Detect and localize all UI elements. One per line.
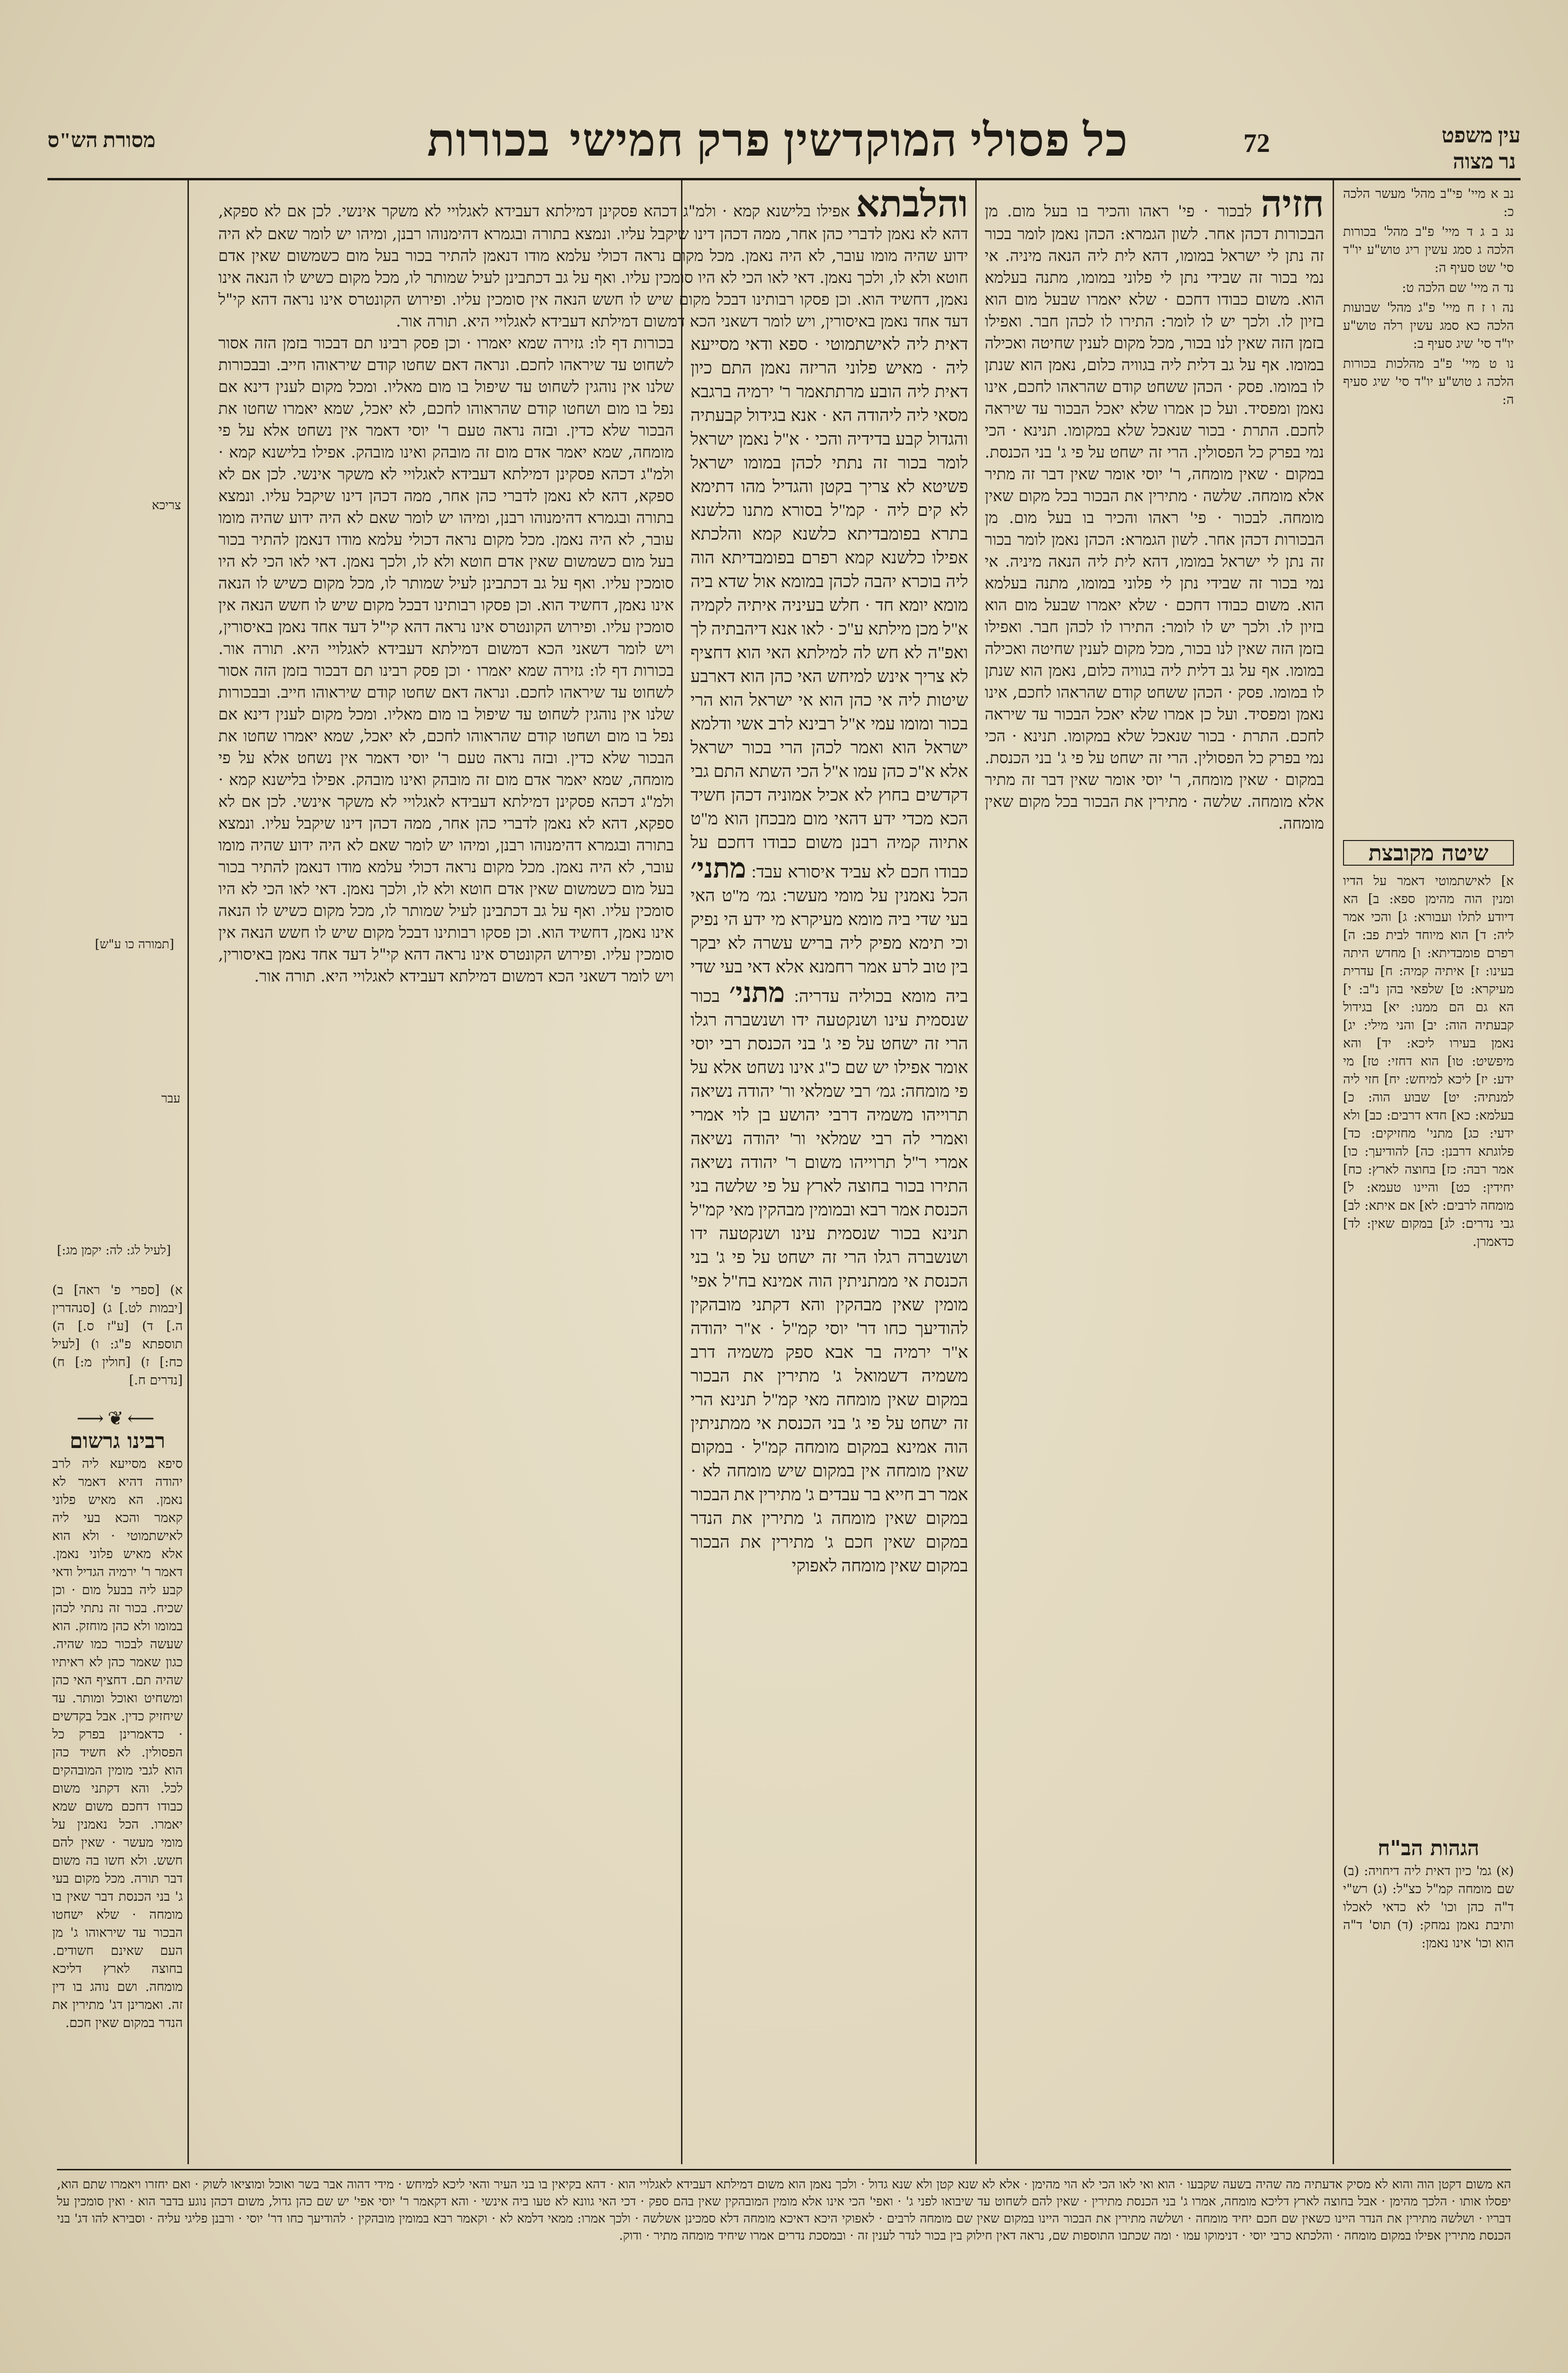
shita-mekubetzet-column [1343, 835, 1514, 1808]
masoret-tag: [תמורה כו ע"ש] [95, 937, 174, 952]
page-number: 72 [1243, 129, 1270, 158]
masoret-hashas-label: מסורת הש"ס [47, 129, 156, 152]
tractate-name: בכורות [427, 115, 551, 166]
hagahot-title: הגהות הב"ח [1377, 1836, 1480, 1860]
rabbeinu-title: רבינו גרשום [69, 1429, 166, 1453]
ein-mishpat-entry: נד ה מיי' שם הלכה ט: [1401, 280, 1514, 295]
divider-rashi-ein-mishpat [1333, 180, 1334, 2164]
gemara-column [691, 332, 968, 2164]
ein-mishpat-entry: נג ב ג ד מיי' פ"ב מהל' בכורות הלכה ג סמג עשין ריג טוש"ע יו"ד סי' שט סעיף ה: [1343, 224, 1514, 275]
ein-mishpat-label: עין משפט [1441, 124, 1521, 147]
mishnah-text: הכל נאמנין על מומי מעשר: גמ׳ מ"ט האי בעי שדי ביה מומא מעיקרא מי ידע הי נפיק וכי תימא מפיק ליה בריש עשרה לא יבקר בין טוב לרע אמר רחמנא אלא דאי בעי שדי ביה מומא בכוליה עדריה: [691, 886, 968, 1006]
rashi-text: לבכור · פי' ראהו והכיר בו בעל מום. מן הבכורות דכהן אחר. לשון הגמרא: הכהן נאמן לומר בכור זה נתן לי ישראל במומו, דהא לית ליה הנאה מיניה. אי נמי בכור זה שבידי נתן לי פלוני במומו, מתנה בעלמא הוא. משום כבודו דחכם · שלא יאמרו שבעל מום הוא בזיון לו. ולכך יש לו לומר: התירו לו לכהן חבר. ואפילו בזמן הזה שאין לנו בכור, מכל מקום לענין שחיטה ואכילה במומו. אף על גב דלית ליה בגוויה כלום, נאמן הוא שנתן לו במומו. פסק · הכהן ששחט קודם שהראהו לחכם, אינו נאמן ומפסיד. ועל כן אמרו שלא יאכל הבכור עד שיראה לחכם. התרת · בכור שנאכל שלא במקומו. תנינא · הכי נמי בפרק כל הפסולין. הרי זה ישחט על פי ג' בני הכנסת. במקום · שאין מומחה, ר' יוסי אומר שאין דבר זה מתיר אלא מומחה. שלשה · מתירין את הבכור בכל מקום שאין מומחה. [985, 202, 1324, 527]
bottom-notes-text: הא משום דקטן הוה והוא לא מסיק אדעתיה מה שהיה בשעה שקבעו · הוא ואי לאו הכי לא הוי מהימן · אלא לא שנא קטן ולא שנא גדול · ולכך נאמן הוא משום דמילתא דעבידא לאגלויי הוא · דהא בקיאין בו בני העיר והאי ליכא למיחש · מידי דהוה אבר בשר ואוכל ומוציאו לשוק · ואם יחזרו ויאמרו שתם הוא, יפסלו אותו · הלכך מהימן · אבל בחוצה לארץ דליכא מומחה, אמרו ג' בני הכנסת מתירין · שאין להם לשחוט עד שיבואו לפני ג' · ואפי' הכי אינו אלא מומין המובהקין שאין בהם ספק · דכי האי גוונא לא טעו ביה אינשי · והא דקאמר ר' יוסי אפי' יש שם כהן גדול, משום דכהן נוגע בדבר הוא · ואין סומכין על דבריו · ושלשה מתירין את הנדר היינו כשאין שם חכם יחיד מומחה · ושלשה מתירין את הבכור היינו במקום שאין שם מומחה לרבים · לאפוקי היכא דאיכא מומחה דלא סמכינן אשלשה · ולכך אמרו: ממאי דלמא לא · וקאמר רבא במומין מובהקין · להודיעך כחו דר' יוסי · ורבנן פליגי עליה · וסבירא להו דג' בני הכנסת מתירין אפילו במקום מומחה · והלכתא כרבי יוסי · דנימוקו עמו · ומה שכתבו התוספות שם, נראה דאין חילוק בין בכור לנדר לענין זה · ובמסכת נדרים אמרו שיחיד מומחה מתיר · ודוק. [57, 2177, 1511, 2243]
tosafot-column [218, 332, 674, 2164]
ein-mishpat-column [1343, 185, 1514, 683]
masoret-entry: א) [ספרי פ' ראה] ב) [יבמות לט.] ג) [סנהדרין ה.] ד) [ע"ז ס.] ה) תוספתא פ"ג: ו) [לעיל כח:] ז) [חולין מ:] ח) [נדרים ח.] [52, 1283, 183, 1388]
ornament-divider: ⟵❦⟶ [76, 1408, 159, 1429]
tosafot-text-continued: בכורות דף לו: גזירה שמא יאמרו · וכן פסק רבינו תם דבכור בזמן הזה אסור לשחוט עד שיראהו לחכם. ונראה דאם שחטו קודם שיראוהו חייב. ובבכורות שלנו אין נוהגין לשחוט עד שיפול בו מום מאליו. ומכל מקום לענין דינא אם נפל בו מום ושחטו קודם שהראוהו לחכם, לא יאכל, שמא יאמרו שחטו את הבכור שלא כדין. ובזה נראה טעם ר' יוסי דאמר אין נשחט אלא על פי מומחה, שמא יאמר אדם מום זה מובהק ואינו מובהק. [218, 661, 674, 789]
tosafot-text-continued: אפילו בלישנא קמא · ולמ"ג דכהא פסקינן דמילתא דעבידא לאגלויי לא משקר אינשי. לכן אם לא ספקא, דהא לא נאמן לדברי כהן אחר, ממה דכהן דינו שיקבל עליו. ונמצא בתורה ובגמרא דהימנוהו רבנן, ומיהו יש לומר שאם לא היה ידוע שהיה מומו עובר, לא היה נאמן. מכל מקום נראה דכולי עלמא מודו דנאמן להתיר בכור בעל מום כשמשום שאין אדם חוטא ולא לו, ולכך נאמן. דאי לאו הכי לא היו סומכין עליו. ואף על גב דכתבינן לעיל שמותר לו, מכל מקום כשיש לו הנאה אינו נאמן, דחשיד הוא. וכן פסקו רבותינו דבכל מקום שיש לו חשש הנאה אין סומכין עליו. ופירוש הקונטרס אינו נראה דהא קי"ל דעד אחד נאמן באיסורין, ויש לומר דשאני הכא דמשום דמילתא דעבידא לאגלויי היא. תורה אור. [218, 443, 674, 658]
header-rule [47, 178, 1521, 180]
shita-title: שיטה מקובצת [1343, 840, 1514, 866]
tosafot-text-continued: אפילו בלישנא קמא · ולמ"ג דכהא פסקינן דמילתא דעבידא לאגלויי לא משקר אינשי. לכן אם לא ספקא, דהא לא נאמן לדברי כהן אחר, ממה דכהן דינו שיקבל עליו. ונמצא בתורה ובגמרא דהימנוהו רבנן, ומיהו יש לומר שאם לא היה ידוע שהיה מומו עובר, לא היה נאמן. מכל מקום נראה דכולי עלמא מודו דנאמן להתיר בכור בעל מום כשמשום שאין אדם חוטא ולא לו, ולכך נאמן. דאי לאו הכי לא היו סומכין עליו. ואף על גב דכתבינן לעיל שמותר לו, מכל מקום כשיש לו הנאה אינו נאמן, דחשיד הוא. וכן פסקו רבותינו דבכל מקום שיש לו חשש הנאה אין סומכין עליו. ופירוש הקונטרס אינו נראה דהא קי"ל דעד אחד נאמן באיסורין, ויש לומר דשאני הכא דמשום דמילתא דעבידא לאגלויי היא. תורה אור. [218, 770, 674, 985]
mishnah-marker: מתני׳ [691, 853, 747, 884]
tosafot-top-block [218, 182, 968, 330]
tosafot-lead-word: והלבתא [856, 182, 968, 225]
gemara-text: דאית ליה לאישתמוטי · ספא ודאי מסייעא ליה · מאיש פלוני הריזה נאמן התם כיון דאית ליה הובע מרתתאמר ר' ירמיה ברגבא מסאי ליה ליהודה הא · אנא בגידול קבעתיה והגדול קבע בדידיה והכי · א"ל נאמן ישראל לומר בכור זה נתתי לכהן במומו ישראל פשיטא לא צריך בקטן והגדיל מהו דתימא לא קים ליה · קמ"ל בסורא מתנו כלשנא בתרא בפומבדיתא כלשנא קמא והלכתא אפילו כלשנא קמא רפרם בפומבדיתא הוה ליה בוכרא יהבה לכהן במומא אול שדא ביה מומא יומא חד · חלש בעיניה איתיה לקמיה א"ל מכן מילתא ע"כ · לאו אנא דיהבתיה לך ואפ"ה לא חש לה למילתא האי הוא דחציף לא צריך אינש למיחש האי כהן הוא דארבע שיטות ליה אי כהן הוא אי ישראל הוא הרי בכור ומומו עמי א"ל רבינא לרב אשי ודלמא ישראל הוא ואמר לכהן הרי בכור ישראל אלא א"כ כהן עמו א"ל הכי השתא התם גבי דקדשים בחוץ לא אכיל אמוניה דכהן חשיד הכא מכדי ידע דהאי מום מבכחן הוא מ"ט אתיוה קמיה רבנן משום כבודו דחכם על כבודו חכם לא עביד איסורא עבד: [691, 335, 968, 881]
hagahot-text: (א) גמ' כיון דאית ליה דיחויה: (ב) שם מומחה קמ"ל כצ"ל: (ג) רש"י ד"ה כהן וכו' לא כדאי לאכלו ותיבת נאמן נמחק: (ד) תוס' ד"ה הוא וכו' אינו נאמן: [1343, 1864, 1514, 1951]
shita-text: א] לאישתמוטי דאמר על הדיו ומנין הוה מהימן ספא: ב] הא דיודע לתלו ועבורא: ג] והכי אמר ליה: ד] הוא מיוחד לבית פב: ה] רפרם פומבדיתא: ו] מחדש היתה בעינו: ז] איתיה קמיה: ח] עדרית מעיקרא: ט] שלפאי בהן נ"ב: י] הא גם הם ממנו: יא] בגידול קבעתיה הוה: יב] והני מילי: יג] נאמן בעירו ליכא: יד] והא מיפשיט: טו] הוא דחזי: טז] מי ידע: יז] ליכא למיחש: יח] חזי ליה למנתיה: יט] שבוע הוה: כ] בעלמא: כא] חדא דרבים: כב] ולא ידעי: כג] מתני' מחזיקים: כד] פלוגתא דרבנן: כה] להודיעך: כו] אמר רבה: כז] בחוצה לארץ: כח] יחידין: כט] והיינו טעמא: ל] מומחה לרבים: לא] אם איתא: לב] גבי נדרים: לג] במקום שאין: לד] כדאמרן. [1343, 874, 1514, 1249]
divider-tosafot-gemara [681, 180, 682, 2164]
rabbeinu-gershom-column [52, 1405, 183, 2164]
tosafot-text: אפילו בלישנא קמא · ולמ"ג דכהא פסקינן דמילתא דעבידא לאגלויי לא משקר אינשי. לכן אם לא ספקא, דהא לא נאמן לדברי כהן אחר, ממה דכהן דינו שיקבל עליו. ונמצא בתורה ובגמרא דהימנוהו רבנן, ומיהו יש לומר שאם לא היה ידוע שהיה מומו עובר, לא היה נאמן. מכל מקום נראה דכולי עלמא מודו דנאמן להתיר בכור בעל מום כשמשום שאין אדם חוטא ולא לו, ולכך נאמן. דאי לאו הכי לא היו סומכין עליו. ואף על גב דכתבינן לעיל שמותר לו, מכל מקום כשיש לו הנאה אינו נאמן, דחשיד הוא. וכן פסקו רבותינו דבכל מקום שיש לו חשש הנאה אין סומכין עליו. ופירוש הקונטרס אינו נראה דהא קי"ל דעד אחד נאמן באיסורין, ויש לומר דשאני הכא דמשום דמילתא דעבידא לאגלויי היא. תורה אור. [218, 202, 968, 330]
rashi-lead-word: חזיה [1260, 182, 1324, 225]
chapter-title: כל פסולי המוקדשין פרק חמישי [569, 115, 1129, 166]
ein-mishpat-entry: נו ט מיי' פ"ב מהלכות בכורות הלכה ג טוש"ע יו"ד סי' שיג סעיף ה: [1343, 356, 1514, 407]
masoret-tag: [לעיל לג: לה: יקמן מג:] [57, 1243, 171, 1258]
ein-mishpat-entry: נב א מיי' פי"ב מהל' מעשר הלכה כ: [1343, 187, 1514, 219]
mishnah-text: בכור שנסמית עינו ושנקטעה ידו ושנשברה רגלו הרי זה ישחט על פי ג' בני הכנסת רבי יוסי אומר אפילו יש שם כ"ג אינו נשחט אלא על פי מומחה: גמ׳ רבי שמלאי ור' יהודה נשיאה תרוייהו משמיה דרבי יהושע בן לוי אמרי ואמרי לה רבי שמלאי ור' יהודה נשיאה אמרי ר"ל תרוייהו משום ר' יהודה נשיאה התירו בכור בחוצה לארץ על פי שלשה בני הכנסת אמר רבא ובמומין מבהקין מאי קמ"ל תנינא בכור שנסמית עינו ושנקטעה ידו ושנשברה רגלו הרי זה ישחט על פי ג' בני הכנסת אי ממתניתין הוה אמינא בח"ל אפי' מומין שאין מבהקין והא דקתני מובהקין להודיעך כחו דר' יוסי קמ"ל · א"ר יהודה א"ר ירמיה בר אבא ספק משמיה דרב משמיה דשמואל ג' מתירין את הבכור במקום שאין מומחה מאי קמ"ל תנינא הרי זה ישחט על פי ג' בני הכנסת אי ממתניתין הוה אמינא במקום מומחה קמ"ל · במקום שאין מומחה אין במקום שיש מומחה לא · אמר רב חייא בר עבדים ג' מתירין את הבכור במקום שאין מומחה ג' מתירין את הנדר במקום שאין חכם ג' מתירין את הבכור במקום שאין מומחה לאפוקי [691, 987, 968, 1575]
hagahot-column [1343, 1837, 1514, 2159]
masoret-tag: צריכא [152, 498, 181, 513]
mishnah-marker: מתני׳ [729, 977, 785, 1008]
masoret-column [52, 1281, 183, 1395]
ein-mishpat-entry: נה ו ז ח מיי' פ"ג מהל' שבועות הלכה כא סמג עשין רלה טוש"ע יו"ד סי' שיג סעיף ב: [1343, 300, 1514, 351]
divider-masoret [187, 180, 189, 2164]
rashi-column [985, 182, 1324, 2164]
page-header [0, 109, 1568, 171]
divider-gemara-rashi [975, 180, 977, 2164]
bottom-notes [57, 2169, 1511, 2373]
ner-mitzvah-label: נר מצוה [1453, 150, 1516, 173]
rabbeinu-text: סיפא מסייעא ליה לרב יהודה דהיא דאמר לא נאמן. הא מאיש פלוני קאמר והכא בעי ליה לאישתמוטי · ולא הוא אלא מאיש פלוני נאמן. דאמר ר' ירמיה הגדיל ודאי קבע ליה בבעל מום · וכן שכיח. בכור זה נתתי לכהן במומו ולא כהן מוחזק. הוא שעשה לבכור כמו שהיה. כגון שאמר כהן לא ראיתיו שהיה תם. דחציף האי כהן ומשחיט ואוכל ומותר. עד שיחזיק כדין. אבל בקדשים · כדאמרינן בפרק כל הפסולין. לא חשיד כהן הוא לגבי מומין המובהקים לכל. והא דקתני משום כבודו דחכם משום שמא יאמרו. הכל נאמנין על מומי מעשר · שאין להם חשש. ולא חשו בה משום דבר תורה. מכל מקום בעי ג' בני הכנסת דבר שאין בו מומחה · שלא ישחטו הבכור עד שיראוהו ג' מן העם שאינם חשודים. בחוצה לארץ דליכא מומחה. ושם נוהג בו דין זה. ואמרינן דג' מתירין את הנדר במקום שאין חכם. [52, 1457, 183, 2030]
rashi-text-continued: לבכור · פי' ראהו והכיר בו בעל מום. מן הבכורות דכהן אחר. לשון הגמרא: הכהן נאמן לומר בכור זה נתן לי ישראל במומו, דהא לית ליה הנאה מיניה. אי נמי בכור זה שבידי נתן לי פלוני במומו, מתנה בעלמא הוא. משום כבודו דחכם · שלא יאמרו שבעל מום הוא בזיון לו. ולכך יש לו לומר: התירו לו לכהן חבר. ואפילו בזמן הזה שאין לנו בכור, מכל מקום לענין שחיטה ואכילה במומו. אף על גב דלית ליה בגוויה כלום, נאמן הוא שנתן לו במומו. פסק · הכהן ששחט קודם שהראהו לחכם, אינו נאמן ומפסיד. ועל כן אמרו שלא יאכל הבכור עד שיראה לחכם. התרת · בכור שנאכל שלא במקומו. תנינא · הכי נמי בפרק כל הפסולין. הרי זה ישחט על פי ג' בני הכנסת. במקום · שאין מומחה, ר' יוסי אומר שאין דבר זה מתיר אלא מומחה. שלשה · מתירין את הבכור בכל מקום שאין מומחה. [985, 508, 1324, 832]
tosafot-margin-text: בכורות דף לו: גזירה שמא יאמרו · וכן פסק רבינו תם דבכור בזמן הזה אסור לשחוט עד שיראהו לחכם. ונראה דאם שחטו קודם שיראוהו חייב. ובבכורות שלנו אין נוהגין לשחוט עד שיפול בו מום מאליו. ומכל מקום לענין דינא אם נפל בו מום ושחטו קודם שהראוהו לחכם, לא יאכל, שמא יאמרו שחטו את הבכור שלא כדין. ובזה נראה טעם ר' יוסי דאמר אין נשחט אלא על פי מומחה, שמא יאמר אדם מום זה מובהק ואינו מובהק. [218, 334, 674, 461]
masoret-tag: עבר [161, 1092, 181, 1106]
